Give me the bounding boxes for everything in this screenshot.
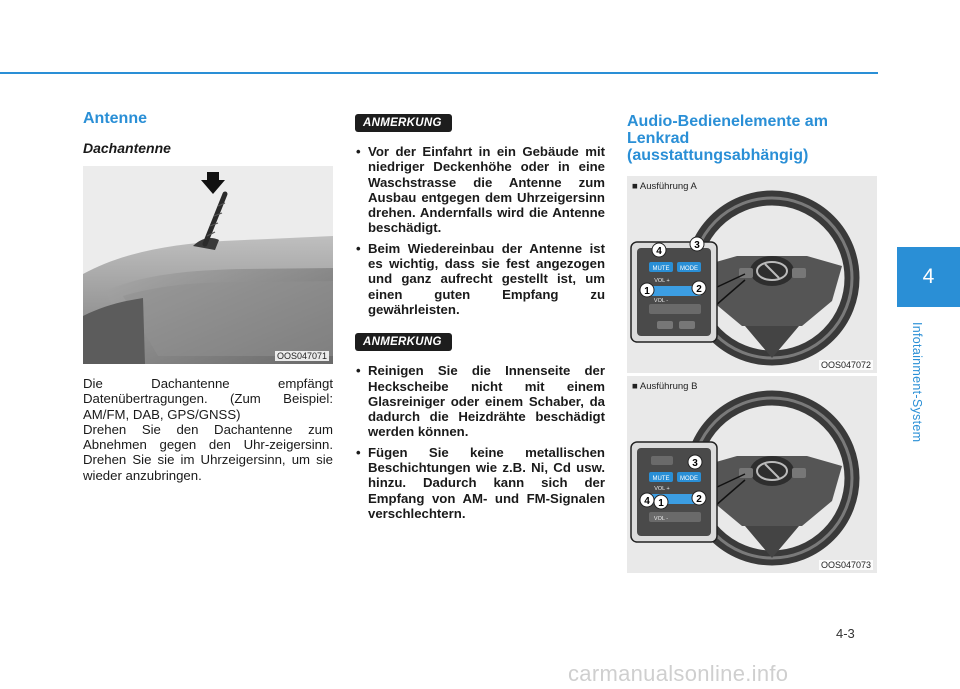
figure-code: OOS047071 xyxy=(276,351,327,361)
right-column xyxy=(627,113,877,573)
note-badge-2: ANMERKUNG xyxy=(355,333,452,351)
paragraph-reception: Die Dachantenne empfängt Datenübertragungen. (Zum Beispiel: AM/FM, DAB, GPS/GNSS) xyxy=(83,376,333,422)
btn-vol-plus-a: VOL + xyxy=(654,278,670,284)
watermark: carmanualsonline.info xyxy=(568,661,789,686)
callout-1-b: 1 xyxy=(658,498,664,509)
variant-label-a: ■ Ausführung A xyxy=(632,181,697,192)
chapter-title: Infotainment-System xyxy=(910,322,924,443)
roof-antenna-figure xyxy=(83,166,333,364)
chapter-number: 4 xyxy=(922,265,935,288)
note-item: • Vor der Einfahrt in ein Gebäude mit niedriger Deckenhöhe oder in eine Waschstrasse die Antenne zum Ausbau entgegen dem Uhrzeigersinn drehen. Andernfalls wird die Antenne beschädigt. xyxy=(355,144,605,236)
btn-mode-a: MODE xyxy=(680,266,698,272)
top-rule xyxy=(0,72,878,74)
steering-figure-a xyxy=(627,176,877,373)
callout-4-a: 4 xyxy=(656,246,662,257)
btn-mute-b: MUTE xyxy=(652,476,670,482)
callout-4-b: 4 xyxy=(644,496,650,507)
section-title-antenne: Antenne xyxy=(83,110,147,127)
note-list-1 xyxy=(355,144,605,317)
callout-3-a: 3 xyxy=(694,240,700,251)
middle-column xyxy=(355,113,605,526)
note-list-2 xyxy=(355,363,605,521)
antenne-description xyxy=(83,376,333,483)
btn-vol-minus-a: VOL - xyxy=(653,298,669,304)
roof-antenna-illustration xyxy=(83,166,333,364)
figure-code-b: OOS047073 xyxy=(820,560,871,570)
btn-vol-plus-b: VOL + xyxy=(654,486,670,492)
page-number: 4-3 xyxy=(836,626,855,641)
section-title-audio-controls: Audio-Bedienelemente am Lenkrad (ausstattungsabhängig) xyxy=(627,113,828,164)
callout-3-b: 3 xyxy=(692,458,698,469)
steering-wheel-illustration-a xyxy=(627,176,877,373)
steering-figure-b xyxy=(627,376,877,573)
steering-wheel-illustration-b xyxy=(627,376,877,573)
note-item: • Beim Wiedereinbau der Antenne ist es wichtig, dass sie fest angezogen und ganz aufrecht gestellt ist, um einen guten Empfang zu gewährleisten. xyxy=(355,241,605,317)
note-item: • Fügen Sie keine metallischen Beschichtungen wie z.B. Ni, Cd usw. hinzu. Dadurch kann sich der Empfang von AM- und FM-Signalen verschlechtern. xyxy=(355,445,605,521)
note-item: • Reinigen Sie die Innenseite der Heckscheibe nicht mit einem Glasreiniger oder einem Schaber, da dadurch die Heizdrähte beschädigt werden können. xyxy=(355,363,605,439)
figure-code-a: OOS047072 xyxy=(820,360,871,370)
variant-label-b: ■ Ausführung B xyxy=(632,381,698,392)
callout-1-a: 1 xyxy=(644,286,650,297)
callout-2-b: 2 xyxy=(696,494,702,505)
btn-mute-a: MUTE xyxy=(652,266,670,272)
btn-vol-minus-b: VOL - xyxy=(653,516,669,522)
left-column xyxy=(83,110,333,483)
paragraph-removal: Drehen Sie den Dachantenne zum Abnehmen gegen den Uhr-zeigersinn. Drehen Sie sie im Uhrzeigersinn, um sie wieder anzubringen. xyxy=(83,421,333,483)
chapter-tab xyxy=(897,247,960,307)
subtitle-dachantenne: Dachantenne xyxy=(83,140,171,156)
btn-mode-b: MODE xyxy=(680,476,698,482)
note-badge-1: ANMERKUNG xyxy=(355,114,452,132)
callout-2-a: 2 xyxy=(696,284,702,295)
